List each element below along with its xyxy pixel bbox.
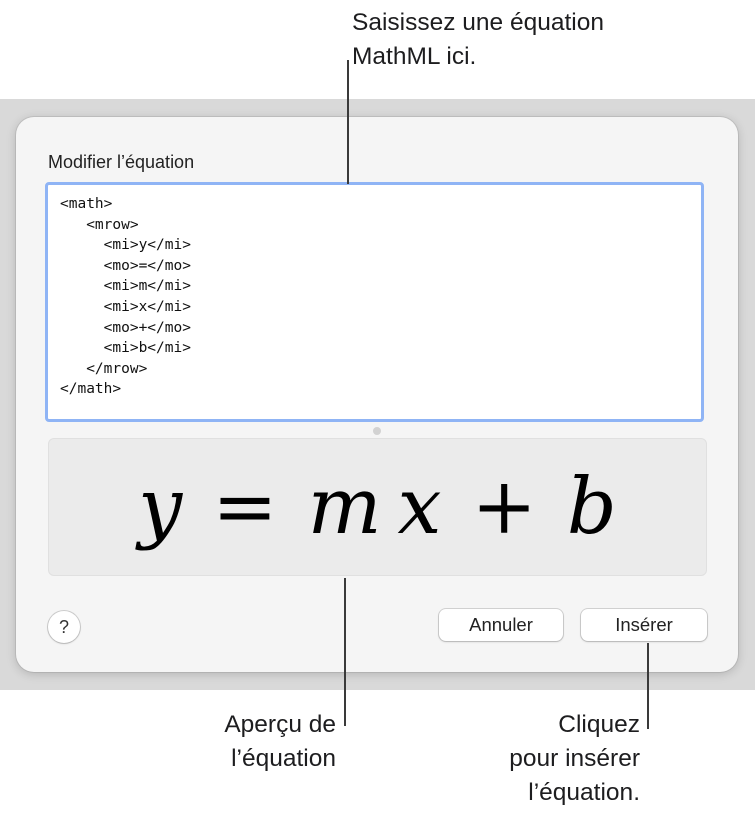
mathml-code[interactable] (60, 194, 191, 400)
callout-leader-top (347, 60, 349, 184)
callout-leader-insert (647, 643, 649, 729)
equation-preview (48, 438, 707, 576)
edit-equation-dialog (16, 117, 738, 672)
callout-line: l’équation. (528, 779, 640, 806)
formula-b: b (566, 462, 617, 552)
preview-formula (49, 457, 706, 557)
callout-line: l’équation (231, 745, 336, 772)
formula-equals: = (212, 462, 278, 552)
code-line: <mi>m</mi> (60, 278, 191, 295)
callout-leader-preview (344, 578, 346, 726)
code-line: </mrow> (60, 360, 148, 377)
callout-line: MathML ici. (352, 43, 477, 70)
dialog-title: Modifier l’équation (48, 152, 195, 172)
mathml-editor[interactable] (45, 182, 704, 422)
callout-line: Cliquez (558, 711, 640, 738)
code-line: <mi>x</mi> (60, 298, 191, 315)
callout-mathml-input (352, 6, 604, 74)
formula-m: m (307, 462, 382, 552)
help-button[interactable]: ? (48, 611, 80, 643)
callout-line: Saisissez une équation (352, 9, 604, 36)
callout-line: pour insérer (509, 745, 640, 772)
code-line: </math> (60, 381, 122, 398)
code-line: <mrow> (60, 216, 139, 233)
formula-plus: + (471, 462, 537, 552)
cancel-button[interactable]: Annuler (439, 609, 563, 641)
code-line: <math> (60, 196, 113, 212)
resize-handle[interactable] (373, 427, 381, 435)
callout-line: Aperçu de (224, 711, 336, 738)
code-line: <mo>+</mo> (60, 319, 191, 336)
insert-button[interactable]: Insérer (581, 609, 707, 641)
callout-preview (180, 708, 336, 776)
code-line: <mi>y</mi> (60, 237, 191, 254)
code-line: <mo>=</mo> (60, 257, 191, 274)
code-line: <mi>b</mi> (60, 340, 191, 357)
callout-insert (440, 708, 640, 810)
formula-y: y (138, 462, 183, 552)
formula-x: x (397, 462, 442, 552)
